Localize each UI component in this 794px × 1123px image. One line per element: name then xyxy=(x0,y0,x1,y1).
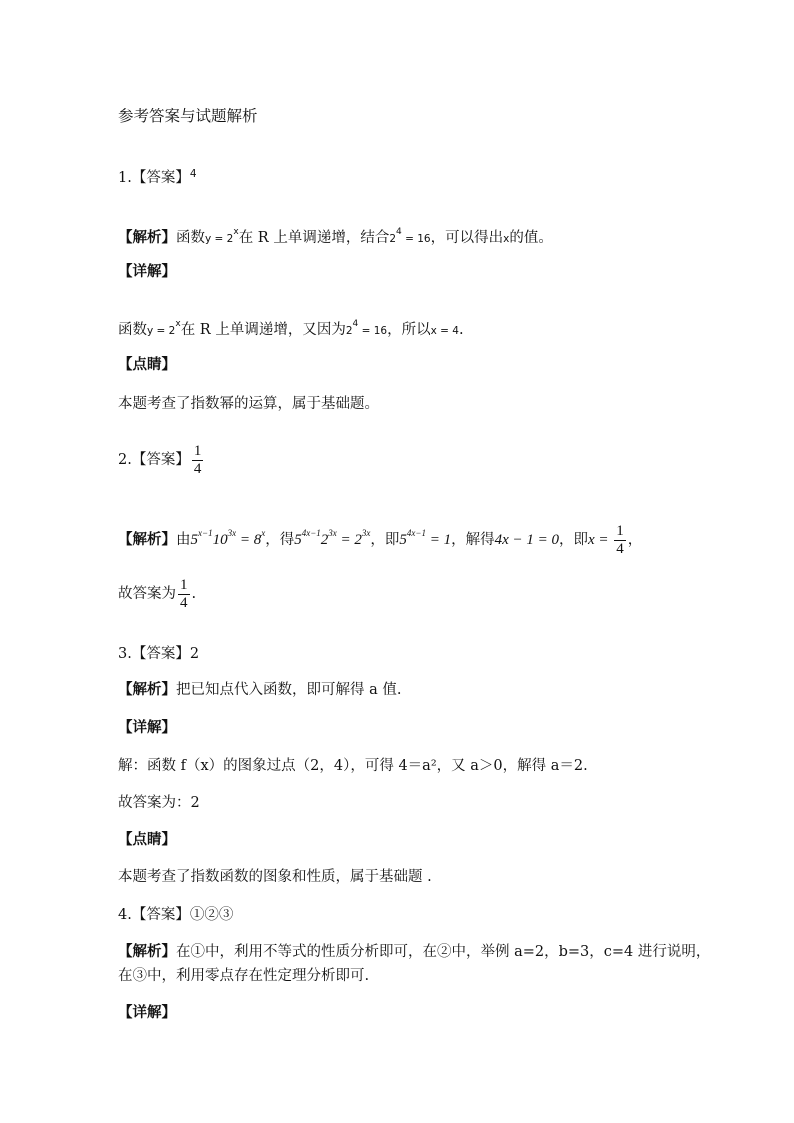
q1-comment: 本题考查了指数幂的运算，属于基础题。 xyxy=(118,396,379,412)
math: $2^4 = 16$ xyxy=(345,319,388,337)
math: x xyxy=(503,233,510,245)
q4-detail-label: 【详解】 xyxy=(118,1004,176,1021)
q3-detail-label: 【详解】 xyxy=(118,719,176,736)
q1-analysis xyxy=(118,222,553,249)
fraction: $\frac{1}{4}$ xyxy=(180,576,188,611)
q4-answer-value: ①②③ xyxy=(189,907,234,923)
q4-answer xyxy=(118,905,233,925)
text: ，解得 xyxy=(451,532,495,548)
analysis-label: 【解析】 xyxy=(118,943,176,960)
text: . xyxy=(191,586,197,602)
math: $y = 2^x$ xyxy=(205,227,239,245)
text: 函数 xyxy=(118,322,147,338)
q1-answer-value: 4 xyxy=(189,168,197,180)
q3-detail: 解：函数 f（x）的图象过点（2，4），可得 4＝a²，又 a＞0，解得 a＝2. xyxy=(118,758,588,774)
math: $y = 2^x$ xyxy=(147,319,181,337)
math: $5^{4x-1} = 1$ xyxy=(399,528,452,548)
text: ，所以 xyxy=(387,322,431,338)
q1-answer-label: 1.【答案】 xyxy=(118,170,190,186)
q3-conclusion: 故答案为：2 xyxy=(118,795,200,811)
text: ，即 xyxy=(370,532,400,548)
fraction: $\frac{1}{4}$ xyxy=(616,522,624,557)
fraction: $\frac{1}{4}$ xyxy=(193,442,202,477)
text: 的值。 xyxy=(509,230,553,246)
math: 4x − 1 = 0 xyxy=(494,532,560,548)
q3-comment: 本题考查了指数函数的图象和性质，属于基础题 . xyxy=(118,869,432,885)
q1-detail xyxy=(118,314,464,341)
q2-analysis xyxy=(118,513,642,560)
q3-answer-value: 2 xyxy=(189,646,200,662)
text: 在①中，利用不等式的性质分析即可，在②中，举例 a=2，b=3，c=4 进行说明， xyxy=(176,944,711,960)
math: $2^4 = 16$ xyxy=(389,227,431,245)
math: x = 4 xyxy=(430,325,459,337)
q4-analysis xyxy=(118,942,710,962)
q3-answer xyxy=(118,644,199,664)
q3-answer-label: 3.【答案】 xyxy=(118,646,190,662)
text: ， xyxy=(627,532,643,548)
text: 在 R 上单调递增，结合 xyxy=(238,230,390,246)
page-title: 参考答案与试题解析 xyxy=(118,107,258,125)
analysis-label: 【解析】 xyxy=(118,681,176,698)
q3-analysis xyxy=(118,680,401,700)
text: ，即 xyxy=(559,532,589,548)
q4-answer-label: 4.【答案】 xyxy=(118,907,190,923)
math: $5^{4x-1}2^{3x} = 2^{3x}$ xyxy=(294,528,371,548)
q4-analysis-cont: 在③中，利用零点存在性定理分析即可. xyxy=(118,968,370,984)
math: x = xyxy=(588,532,613,548)
math: $5^{x-1}10^{3x} = 8^x$ xyxy=(190,528,266,548)
q3-comment-label: 【点睛】 xyxy=(118,831,176,848)
q2-conclusion xyxy=(118,574,196,614)
text: ，可以得出 xyxy=(430,230,504,246)
q1-detail-label: 【详解】 xyxy=(118,263,176,280)
analysis-label: 【解析】 xyxy=(118,531,176,548)
q1-answer xyxy=(118,164,197,188)
text: 把已知点代入函数，即可解得 a 值. xyxy=(176,682,402,698)
text: . xyxy=(458,322,464,338)
text: ，得 xyxy=(265,532,295,548)
q1-comment-label: 【点睛】 xyxy=(118,356,176,373)
text: 由 xyxy=(176,532,191,548)
text: 在 R 上单调递增，又因为 xyxy=(180,322,346,338)
analysis-label: 【解析】 xyxy=(118,229,176,246)
q2-answer xyxy=(118,440,205,480)
text: 函数 xyxy=(176,230,205,246)
q2-answer-label: 2.【答案】 xyxy=(118,452,190,468)
text: 故答案为 xyxy=(118,586,176,602)
